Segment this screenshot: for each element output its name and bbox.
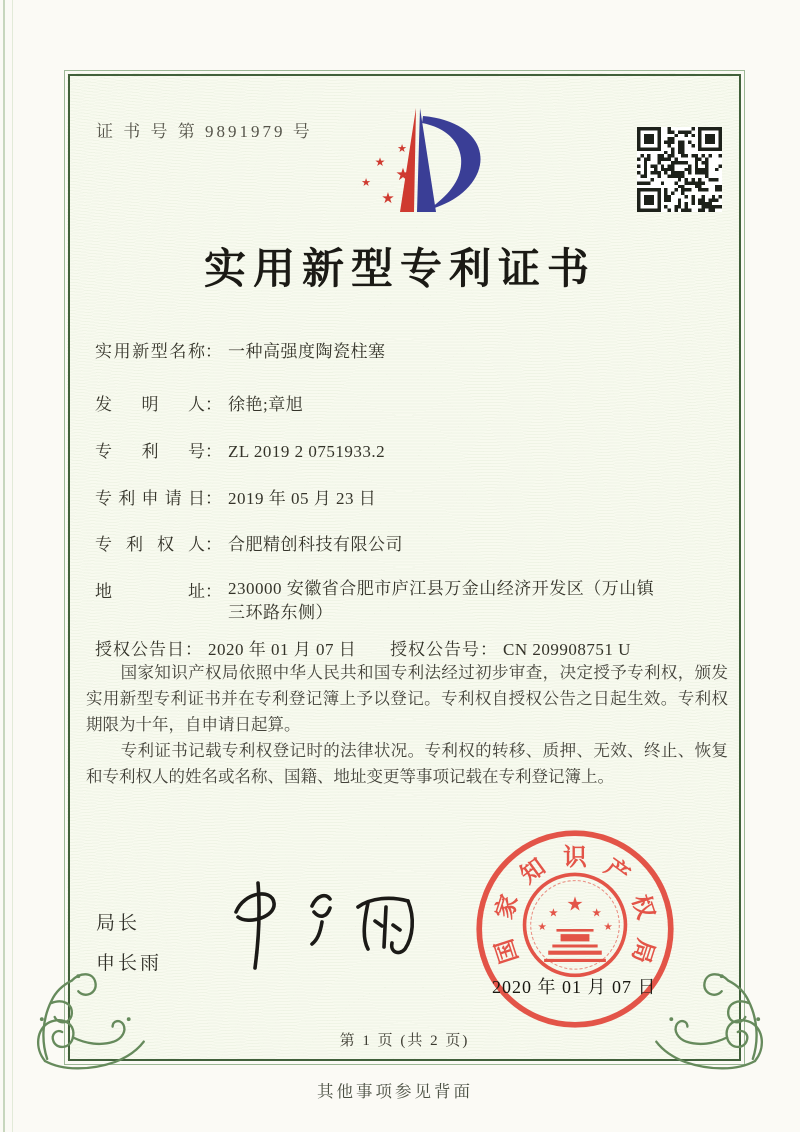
field-value: 一种高强度陶瓷柱塞 [228,342,386,361]
grant-no-value: CN 209908751 U [503,640,631,659]
field-label: 专利申请日 [95,489,205,508]
field-row-patent-no [95,437,385,462]
field-colon: ： [205,582,222,601]
seal-char: 国 [491,935,524,967]
field-row-grant [95,635,631,660]
certificate-title: 实用新型专利证书 [203,247,596,293]
logo-star-icon: ★ [397,143,407,155]
field-value: 230000 安徽省合肥市庐江县万金山经济开发区（万山镇三环路东侧） [228,579,655,622]
field-label: 专利号 [95,442,205,461]
field-label: 实用新型名称 [95,342,205,361]
seal-char: 产 [599,854,634,890]
svg-text:★: ★ [591,907,602,920]
svg-text:★: ★ [566,894,584,916]
page-edge-line [3,0,13,1132]
field-label: 发明人 [95,395,205,414]
field-row-inventor [95,390,303,415]
qr-code [637,127,722,212]
signature-icon [212,876,447,978]
seal-char: 知 [516,854,551,890]
seal-char: 局 [626,935,659,967]
seal-char: 家 [491,891,524,923]
back-note: 其他事项参见背面 [317,1082,473,1101]
grant-date-value: 2020 年 01 月 07 日 [208,640,357,659]
corner-flourish-icon [652,958,770,1076]
cnipa-logo-icon [330,100,488,226]
field-row-patentee [95,530,403,555]
page-number: 第 1 页 (共 2 页) [339,1033,470,1049]
svg-text:★: ★ [603,922,613,934]
grant-no-group [390,635,631,660]
certificate-number: 证 书 号 第 9891979 号 [96,122,313,141]
legal-paragraph: 国家知识产权局依照中华人民共和国专利法经过初步审查，决定授予专利权，颁发实用新型专利证书并在专利登记簿上予以登记。专利权自授权公告之日起生效。专利权期限为十年，自申请日起算。 [86,663,728,734]
field-row-name [95,337,386,362]
grant-no-label: 授权公告号 [390,640,480,659]
field-colon: ： [205,442,222,461]
field-label: 专利权人 [95,535,205,554]
seal-date: 2020 年 01 月 07 日 [492,977,657,997]
signer-name: 申长雨 [96,953,163,974]
logo-star-icon: ★ [361,177,371,189]
seal-char: 识 [563,845,587,872]
legal-paragraph: 专利证书记载专利权登记时的法律状况。专利权的转移、质押、无效、终止、恢复和专利权人的姓名或名称、国籍、地址变更等事项记载在专利登记簿上。 [86,741,728,786]
logo-star-icon: ★ [395,165,411,184]
field-value: 徐艳;章旭 [228,395,304,414]
field-value: ZL 2019 2 0751933.2 [228,442,386,461]
field-colon: ： [205,395,222,414]
field-value: 合肥精创科技有限公司 [228,535,403,554]
field-colon: ： [205,342,222,361]
field-row-filing-date [95,484,376,509]
legal-text [86,660,728,790]
signer-title: 局长 [96,913,141,934]
logo-star-icon: ★ [374,155,386,169]
national-emblem-icon [525,874,626,975]
corner-flourish-icon [30,958,148,1076]
field-colon: ： [205,535,222,554]
field-label: 地址 [95,582,205,601]
field-colon: ： [205,489,222,508]
field-colon: ： [480,640,497,659]
cnipa-seal-icon [472,826,678,1032]
seal-char: 权 [626,891,659,923]
logo-star-icon: ★ [381,191,395,207]
grant-date-label: 授权公告日 [95,640,185,659]
svg-text:★: ★ [548,907,559,920]
svg-text:★: ★ [537,922,547,934]
field-row-address [95,577,668,625]
field-colon: ： [185,640,202,659]
field-value: 2019 年 05 月 23 日 [228,489,377,508]
